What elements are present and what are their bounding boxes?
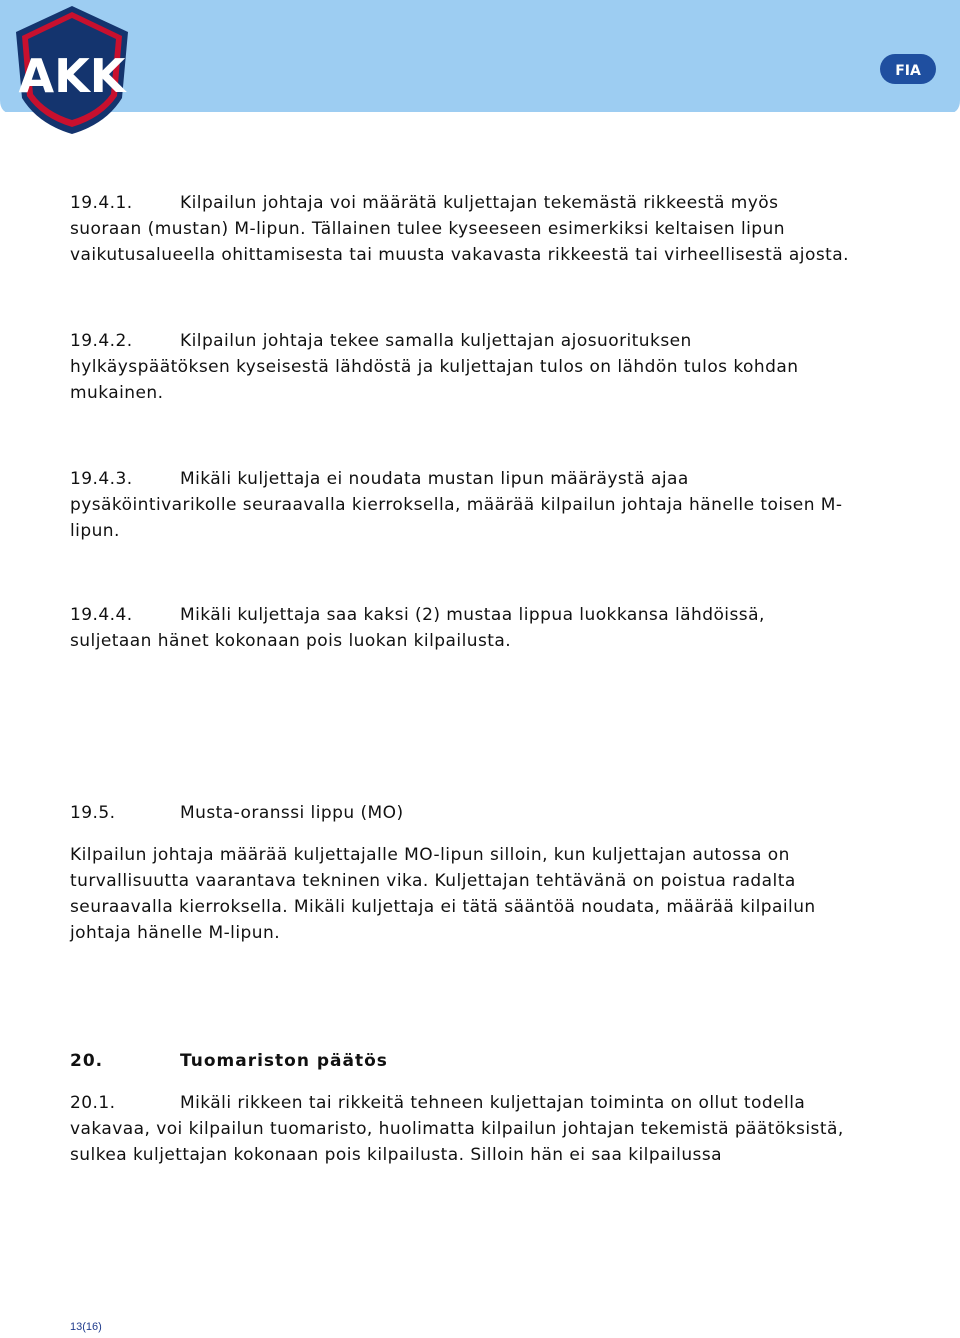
section-line: lipun. [70,521,120,541]
page-number: 13(16) [70,1321,102,1333]
section-19-4-2 [70,328,890,406]
section-line: mukainen. [70,383,164,403]
fia-logo-text: FIA [895,63,921,79]
body-line: seuraavalla kierroksella. Mikäli kuljettaja ei tätä sääntöä noudata, määrää kilpailun [70,897,816,917]
section-first-line: Mikäli rikkeen tai rikkeitä tehneen kuljettajan toiminta on ollut todella [180,1093,806,1113]
chapter-number: 20. [70,1051,104,1071]
section-number: 20.1. [70,1093,116,1113]
section-line: pysäköintivarikolle seuraavalla kierroksella, määrää kilpailun johtaja hänelle toisen M- [70,495,843,515]
section-19-4-4 [70,602,890,654]
akk-logo-text: AKK [18,49,126,103]
body-line: Kilpailun johtaja määrää kuljettajalle MO-lipun silloin, kun kuljettajan autossa on [70,845,790,865]
section-20-1 [70,1090,890,1168]
akk-logo-icon [6,4,138,136]
body-line: turvallisuutta vaarantava tekninen vika. Kuljettajan tehtävänä on poistua radalta [70,871,796,891]
chapter-title: Tuomariston päätös [180,1051,388,1071]
section-first-line: Mikäli kuljettaja saa kaksi (2) mustaa lippua luokkansa lähdöissä, [180,605,765,625]
document-body [70,190,890,1168]
fia-logo-icon [878,46,938,92]
section-title: Musta-oranssi lippu (MO) [180,803,404,823]
section-line: suoraan (mustan) M-lipun. Tällainen tulee kyseeseen esimerkiksi keltaisen lipun [70,219,785,239]
chapter-20-heading [70,1048,890,1074]
section-first-line: Kilpailun johtaja tekee samalla kuljettajan ajosuorituksen [180,331,692,351]
section-19-4-3 [70,466,890,544]
section-line: suljetaan hänet kokonaan pois luokan kilpailusta. [70,631,512,651]
section-line: vaikutusalueella ohittamisesta tai muusta vakavasta rikkeestä tai virheellisestä ajosta. [70,245,849,265]
section-19-5-body [70,842,890,946]
section-first-line: Mikäli kuljettaja ei noudata mustan lipun määräystä ajaa [180,469,689,489]
section-line: sulkea kuljettajan kokonaan pois kilpailusta. Silloin hän ei saa kilpailussa [70,1145,723,1165]
section-line: vakavaa, voi kilpailun tuomaristo, huolimatta kilpailun johtajan tekemistä päätöksistä, [70,1119,844,1139]
section-number: 19.4.3. [70,469,133,489]
section-number: 19.4.4. [70,605,133,625]
section-number: 19.4.2. [70,331,133,351]
section-number: 19.5. [70,803,116,823]
section-number: 19.4.1. [70,193,133,213]
section-first-line: Kilpailun johtaja voi määrätä kuljettajan tekemästä rikkeestä myös [180,193,779,213]
section-line: hylkäyspäätöksen kyseisestä lähdöstä ja kuljettajan tulos on lähdön tulos kohdan [70,357,799,377]
section-19-5-heading [70,800,890,826]
body-line: johtaja hänelle M-lipun. [70,923,281,943]
header-band [0,0,960,118]
section-19-4-1 [70,190,890,268]
header-strip [0,0,960,118]
